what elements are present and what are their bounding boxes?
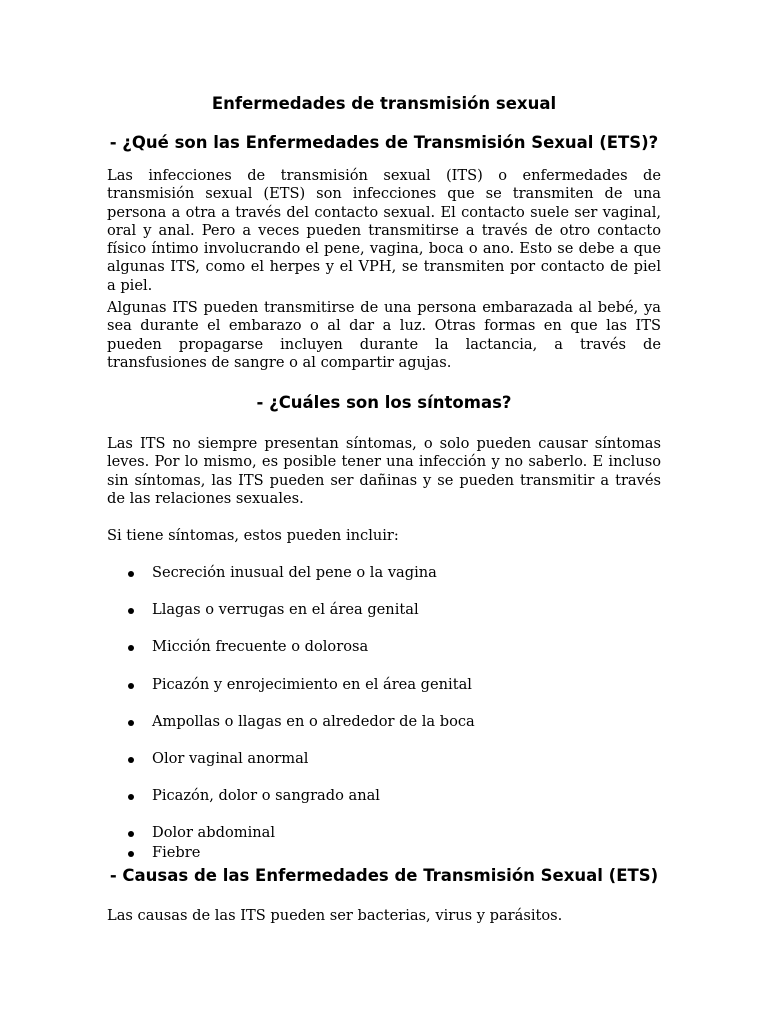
list-item-label: Fiebre <box>152 844 201 861</box>
bullet-icon <box>128 794 134 800</box>
paragraph-symptoms-intro: Las ITS no siempre presentan síntomas, o solo pueden causar síntomas leves. Por lo mismo, es posible tener una infección y no saberlo. E incluso sin síntomas, las ITS pueden ser dañinas y se pueden transmitir a través de las relaciones sexuales. <box>107 435 661 507</box>
section-heading-what-are-ets: - ¿Qué son las Enfermedades de Transmisión Sexual (ETS)? <box>109 133 659 152</box>
paragraph-definition: Las infecciones de transmisión sexual (ITS) o enfermedades de transmisión sexual (ETS) son infecciones que se transmiten de una persona a otra a través del contacto sexual. El contacto suele ser vaginal, oral y anal. Pero a veces pueden transmitirse a través de otro contacto físico íntimo involucrando el pene, vagina, boca o ano. Esto se debe a que algunas ITS, como el herpes y el VPH, se transmiten por contacto de piel a piel. <box>107 167 661 294</box>
bullet-icon <box>128 683 134 689</box>
list-item-label: Ampollas o llagas en o alrededor de la boca <box>152 713 475 730</box>
list-item-label: Picazón y enrojecimiento en el área genital <box>152 676 472 693</box>
bullet-icon <box>128 757 134 763</box>
bullet-icon <box>128 831 134 837</box>
bullet-icon <box>128 851 134 857</box>
bullet-icon <box>128 720 134 726</box>
section-heading-causes: - Causas de las Enfermedades de Transmisión Sexual (ETS) <box>109 866 659 885</box>
bullet-icon <box>128 571 134 577</box>
paragraph-symptoms-list-intro: Si tiene síntomas, estos pueden incluir: <box>107 527 399 544</box>
list-item-label: Secreción inusual del pene o la vagina <box>152 564 437 581</box>
bullet-icon <box>128 608 134 614</box>
paragraph-causes: Las causas de las ITS pueden ser bacterias, virus y parásitos. <box>107 907 563 924</box>
document-title: Enfermedades de transmisión sexual <box>211 94 557 113</box>
list-item-label: Picazón, dolor o sangrado anal <box>152 787 380 804</box>
list-item-label: Dolor abdominal <box>152 824 275 841</box>
paragraph-transmission: Algunas ITS pueden transmitirse de una persona embarazada al bebé, ya sea durante el embarazo o al dar a luz. Otras formas en que las ITS pueden propagarse incluyen durante la lactancia, a través de transfusiones de sangre o al compartir agujas. <box>107 299 661 371</box>
section-heading-symptoms: - ¿Cuáles son los síntomas? <box>256 393 512 412</box>
list-item-label: Olor vaginal anormal <box>152 750 309 767</box>
list-item-label: Micción frecuente o dolorosa <box>152 638 369 655</box>
bullet-icon <box>128 645 134 651</box>
list-item-label: Llagas o verrugas en el área genital <box>152 601 419 618</box>
